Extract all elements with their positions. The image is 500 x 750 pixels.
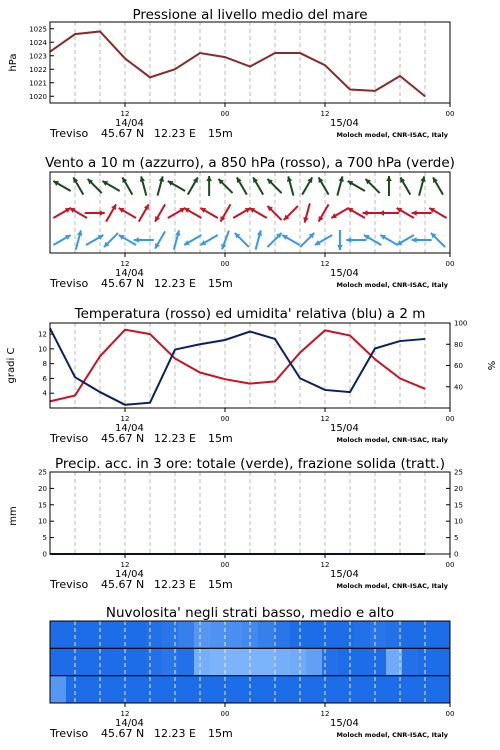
temperature-line-point <box>374 359 375 360</box>
humidity-line-point <box>74 377 75 378</box>
hour-tick-label: 12 <box>120 110 130 118</box>
y-tick-label-right: 20 <box>454 484 463 493</box>
cloud-cell <box>146 621 163 649</box>
chart-title: Temperatura (rosso) ed umidita' relativa (blu) a 2 m <box>74 306 426 322</box>
location-lon: 12.23 E <box>154 727 196 740</box>
model-credit: Moloch model, CNR-ISAC, Italy <box>336 281 448 289</box>
y-tick-label-right: 5 <box>454 534 459 543</box>
wind-arrow-head <box>206 176 212 181</box>
cloud-cell <box>370 676 387 704</box>
cloud-cell <box>434 621 451 649</box>
humidity-line-point <box>249 331 250 332</box>
cloud-cell <box>82 621 99 649</box>
cloud-cell <box>290 676 307 704</box>
pressure-line-point <box>149 77 150 78</box>
humidity-line-point <box>374 348 375 349</box>
temperature-line-point <box>149 333 150 334</box>
cloud-cell <box>402 621 419 649</box>
temperature-line-point <box>299 352 300 353</box>
cloud-cell <box>354 676 371 704</box>
cloud-cell <box>418 621 435 649</box>
y-tick-label-right: 100 <box>454 319 468 328</box>
pressure-line-point <box>349 89 350 90</box>
wind-arrow-head <box>346 237 351 243</box>
pressure-line <box>50 31 425 96</box>
cloud-cell <box>50 676 67 704</box>
y-tick-label: 1020 <box>29 92 47 101</box>
location-lat: 45.67 N <box>101 127 145 140</box>
y-tick-label: 10 <box>38 345 47 354</box>
cloud-cell <box>50 621 67 649</box>
y-tick-label: 1021 <box>29 79 47 88</box>
y-tick-label-right: 0 <box>454 550 459 559</box>
y-tick-label: 6 <box>42 374 47 383</box>
y-tick-label: 10 <box>38 517 47 526</box>
y-tick-label: 8 <box>42 360 47 369</box>
hour-tick-label: 00 <box>445 561 455 569</box>
cloud-cell <box>210 648 227 676</box>
cloud-cell <box>114 676 131 704</box>
cloud-cell <box>290 648 307 676</box>
hour-tick-label: 00 <box>220 710 230 718</box>
pressure-line-point <box>299 52 300 53</box>
cloud-cell <box>178 648 195 676</box>
date-label: 15/04 <box>330 118 359 129</box>
location-name: Treviso <box>50 277 89 290</box>
y-tick-label: 0 <box>42 550 47 559</box>
pressure-line-point <box>74 34 75 35</box>
humidity-line-point <box>124 404 125 405</box>
hour-tick-label: 12 <box>320 260 330 268</box>
hour-tick-label: 00 <box>445 110 455 118</box>
cloud-cell <box>226 648 243 676</box>
humidity-line-point <box>349 391 350 392</box>
cloud-cell <box>162 621 179 649</box>
cloud-cell <box>306 676 323 704</box>
date-label: 14/04 <box>115 268 144 279</box>
y-axis-label: gradi C <box>6 347 17 384</box>
hour-tick-label: 12 <box>120 415 130 423</box>
y-tick-label: 4 <box>42 389 47 398</box>
cloud-cell <box>130 648 147 676</box>
temperature-line-point <box>174 358 175 359</box>
wind-arrow-head <box>412 237 417 243</box>
cloud-cell <box>194 648 211 676</box>
cloud-cell <box>130 676 147 704</box>
cloud-cell <box>370 621 387 649</box>
chart-title: Precip. acc. in 3 ore: totale (verde), frazione solida (tratt.) <box>55 456 445 472</box>
temperature-line <box>50 330 425 402</box>
humidity-line-point <box>299 378 300 379</box>
pressure-line-point <box>249 66 250 67</box>
cloud-cell <box>66 676 83 704</box>
cloud-cell <box>194 621 211 649</box>
date-label: 14/04 <box>115 569 144 580</box>
location-elevation: 15m <box>208 727 233 740</box>
cloud-cell <box>210 621 227 649</box>
cloud-cell <box>82 676 99 704</box>
y-tick-label-right: 10 <box>454 517 463 526</box>
y-tick-label: 25 <box>38 468 47 477</box>
pressure-line-point <box>424 96 425 97</box>
pressure-line-point <box>399 75 400 76</box>
cloud-cell <box>338 676 355 704</box>
cloud-cell <box>290 621 307 649</box>
location-lat: 45.67 N <box>101 277 145 290</box>
cloud-cell <box>370 648 387 676</box>
y-tick-label-right: 15 <box>454 501 463 510</box>
cloud-cell <box>258 621 275 649</box>
humidity-line-point <box>199 344 200 345</box>
humidity-line <box>50 328 425 405</box>
cloud-cell <box>322 621 339 649</box>
date-label: 15/04 <box>330 268 359 279</box>
cloud-cell <box>178 676 195 704</box>
location-elevation: 15m <box>208 277 233 290</box>
temperature-line-point <box>224 379 225 380</box>
wind-arrow-head <box>134 237 139 243</box>
hour-tick-label: 00 <box>220 260 230 268</box>
hour-tick-label: 12 <box>120 260 130 268</box>
plot-frame <box>50 472 450 554</box>
hour-tick-label: 00 <box>220 110 230 118</box>
y-axis-label-right: % <box>485 360 496 371</box>
wind-arrow-head <box>412 210 417 216</box>
cloud-cell <box>194 676 211 704</box>
hour-tick-label: 00 <box>220 561 230 569</box>
cloud-cell <box>322 676 339 704</box>
humidity-line-point <box>99 391 100 392</box>
humidity-line-point <box>274 338 275 339</box>
pressure-line-point <box>374 90 375 91</box>
cloud-cell <box>274 676 291 704</box>
pressure-line-point <box>274 52 275 53</box>
pressure-line-point <box>199 52 200 53</box>
cloud-cell <box>306 621 323 649</box>
y-tick-label-right: 40 <box>454 383 463 392</box>
y-tick-label-right: 25 <box>454 468 463 477</box>
cloud-cell <box>130 621 147 649</box>
cloud-cell <box>210 676 227 704</box>
cloud-cell <box>146 676 163 704</box>
temperature-line-point <box>74 395 75 396</box>
wind-arrow-head <box>386 176 392 181</box>
cloud-cell <box>226 621 243 649</box>
cloud-cell <box>258 648 275 676</box>
location-lon: 12.23 E <box>154 127 196 140</box>
hour-tick-label: 12 <box>320 710 330 718</box>
cloud-cell <box>402 676 419 704</box>
y-axis-label: hPa <box>8 53 19 72</box>
location-elevation: 15m <box>208 127 233 140</box>
hour-tick-label: 12 <box>320 110 330 118</box>
location-lon: 12.23 E <box>154 432 196 445</box>
humidity-line-point <box>324 389 325 390</box>
location-name: Treviso <box>50 727 89 740</box>
y-tick-label: 12 <box>38 330 47 339</box>
pressure-line-point <box>324 65 325 66</box>
pressure-line-point <box>124 58 125 59</box>
y-axis-label: mm <box>8 506 19 526</box>
temperature-line-point <box>324 330 325 331</box>
y-tick-label: 1022 <box>29 65 47 74</box>
hour-tick-label: 12 <box>320 561 330 569</box>
cloud-cell <box>66 648 83 676</box>
cloud-cell <box>274 621 291 649</box>
date-label: 15/04 <box>330 718 359 729</box>
cloud-cell <box>434 648 451 676</box>
humidity-line-point <box>224 339 225 340</box>
model-credit: Moloch model, CNR-ISAC, Italy <box>336 131 448 139</box>
wind-arrow-head <box>100 210 105 216</box>
hour-tick-label: 12 <box>120 710 130 718</box>
hour-tick-label: 00 <box>445 710 455 718</box>
cloud-cell <box>338 621 355 649</box>
cloud-cell <box>418 648 435 676</box>
date-label: 14/04 <box>115 118 144 129</box>
location-elevation: 15m <box>208 578 233 591</box>
temperature-line-point <box>424 388 425 389</box>
date-label: 14/04 <box>115 423 144 434</box>
humidity-line-point <box>424 338 425 339</box>
model-credit: Moloch model, CNR-ISAC, Italy <box>336 731 448 739</box>
temperature-line-point <box>274 381 275 382</box>
cloud-cell <box>434 676 451 704</box>
location-lon: 12.23 E <box>154 277 196 290</box>
temperature-line-point <box>124 329 125 330</box>
humidity-line-point <box>399 340 400 341</box>
model-credit: Moloch model, CNR-ISAC, Italy <box>336 436 448 444</box>
location-lon: 12.23 E <box>154 578 196 591</box>
cloud-cell <box>82 648 99 676</box>
location-elevation: 15m <box>208 432 233 445</box>
y-tick-label: 1024 <box>29 38 47 47</box>
wind-arrow-head <box>363 210 368 216</box>
temperature-line-point <box>99 356 100 357</box>
temperature-line-point <box>249 383 250 384</box>
y-tick-label: 20 <box>38 484 47 493</box>
hour-tick-label: 00 <box>220 415 230 423</box>
cloud-cell <box>354 648 371 676</box>
model-credit: Moloch model, CNR-ISAC, Italy <box>336 582 448 590</box>
cloud-cell <box>178 621 195 649</box>
cloud-cell <box>226 676 243 704</box>
date-label: 15/04 <box>330 423 359 434</box>
location-lat: 45.67 N <box>101 727 145 740</box>
hour-tick-label: 12 <box>320 415 330 423</box>
cloud-cell <box>338 648 355 676</box>
chart-title: Nuvolosita' negli strati basso, medio e alto <box>105 605 395 621</box>
wind-arrow-head <box>337 245 343 250</box>
cloud-cell <box>146 648 163 676</box>
location-name: Treviso <box>50 578 89 591</box>
location-lat: 45.67 N <box>101 578 145 591</box>
date-label: 14/04 <box>115 718 144 729</box>
cloud-cell <box>50 648 67 676</box>
cloud-cell <box>162 676 179 704</box>
chart-title: Vento a 10 m (azzurro), a 850 hPa (rosso), a 700 hPa (verde) <box>45 155 455 171</box>
location-name: Treviso <box>50 127 89 140</box>
temperature-line-point <box>399 378 400 379</box>
y-tick-label: 1023 <box>29 52 47 61</box>
chart-title: Pressione al livello medio del mare <box>132 7 368 23</box>
hour-tick-label: 12 <box>120 561 130 569</box>
date-label: 15/04 <box>330 569 359 580</box>
hour-tick-label: 00 <box>445 415 455 423</box>
cloud-cell <box>162 648 179 676</box>
cloud-cell <box>114 648 131 676</box>
cloud-cell <box>66 621 83 649</box>
plot-frame <box>50 22 450 103</box>
cloud-cell <box>274 648 291 676</box>
pressure-line-point <box>99 31 100 32</box>
humidity-line-point <box>174 349 175 350</box>
wind-arrow-head <box>379 210 384 216</box>
temperature-line-point <box>199 372 200 373</box>
humidity-line-point <box>149 402 150 403</box>
location-lat: 45.67 N <box>101 432 145 445</box>
pressure-line-point <box>224 57 225 58</box>
cloud-cell <box>402 648 419 676</box>
pressure-line-point <box>174 69 175 70</box>
cloud-cell <box>306 648 323 676</box>
temperature-line-point <box>349 335 350 336</box>
cloud-cell <box>258 676 275 704</box>
y-tick-label-right: 80 <box>454 340 463 349</box>
y-tick-label: 5 <box>42 534 47 543</box>
y-tick-label-right: 60 <box>454 362 463 370</box>
cloud-cell <box>114 621 131 649</box>
cloud-cell <box>322 648 339 676</box>
y-tick-label: 15 <box>38 501 47 510</box>
y-tick-label: 1025 <box>29 25 47 34</box>
location-name: Treviso <box>50 432 89 445</box>
cloud-cell <box>418 676 435 704</box>
cloud-cell <box>354 621 371 649</box>
hour-tick-label: 00 <box>445 260 455 268</box>
